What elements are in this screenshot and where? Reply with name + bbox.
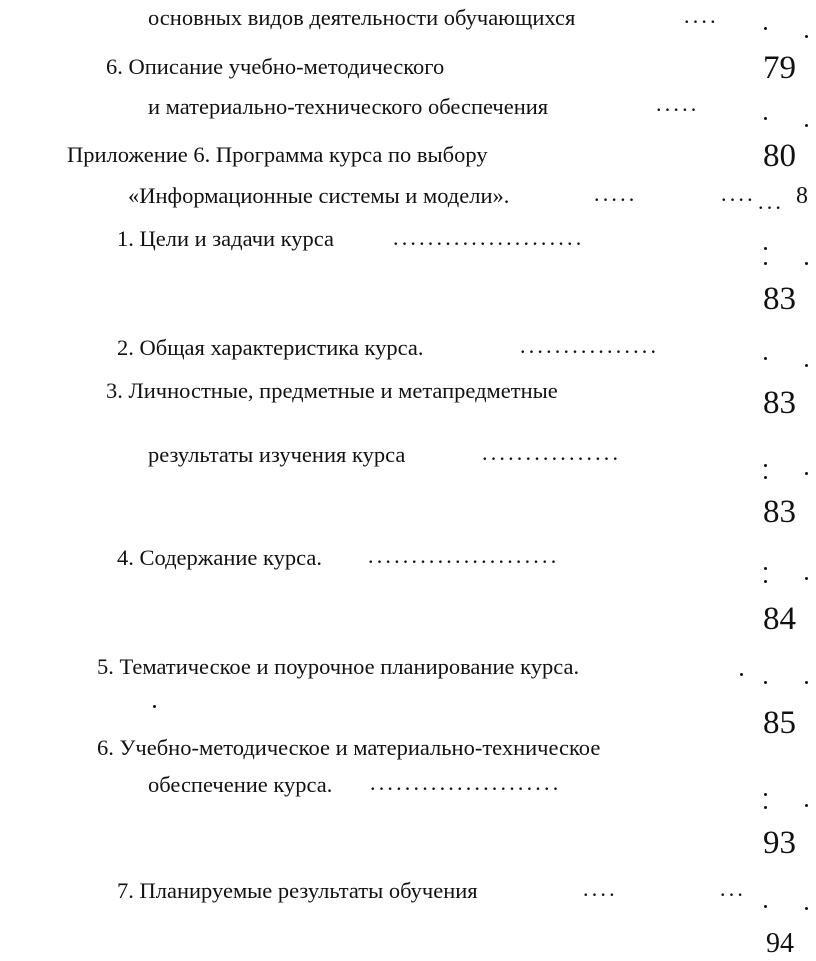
page-number: 80 bbox=[763, 138, 796, 174]
toc-entry-text: и материально-технического обеспечения bbox=[148, 94, 549, 119]
toc-entry-text: 6. Описание учебно-методического bbox=[106, 54, 445, 79]
dot-leader bbox=[740, 673, 743, 676]
toc-entry-text: 4. Содержание курса. bbox=[117, 545, 323, 570]
page-number: 83 bbox=[763, 281, 796, 317]
dot-leader: .... bbox=[721, 181, 756, 206]
toc-entry-text: 2. Общая характеристика курса. bbox=[117, 335, 424, 360]
toc-entry-text: «Информационные системы и модели». bbox=[128, 183, 510, 208]
page-number: 93 bbox=[763, 825, 796, 861]
dot-leader: ...................... bbox=[393, 225, 585, 250]
dot-leader bbox=[805, 681, 808, 684]
dot-leader bbox=[805, 124, 808, 127]
page-number: 83 bbox=[763, 385, 796, 421]
dot-leader bbox=[153, 705, 156, 708]
page-number: 94 bbox=[766, 928, 794, 959]
toc-entry-text: Приложение 6. Программа курса по выбору bbox=[67, 142, 488, 167]
page-number: 84 bbox=[763, 601, 796, 637]
dot-leader bbox=[764, 357, 767, 360]
dot-leader: ..... bbox=[656, 91, 700, 116]
toc-entry-text: 7. Планируемые результаты обучения bbox=[117, 878, 478, 903]
dot-leader bbox=[805, 907, 808, 910]
toc-entry-text: 3. Личностные, предметные и метапредметные bbox=[106, 378, 558, 403]
dot-leader: ...................... bbox=[370, 770, 562, 795]
dot-leader bbox=[764, 464, 767, 467]
page-number: 79 bbox=[763, 50, 796, 86]
dot-leader bbox=[764, 262, 767, 265]
page-number: 8 bbox=[796, 183, 808, 209]
toc-entry-text: результаты изучения курса bbox=[148, 442, 406, 467]
dot-leader bbox=[805, 262, 808, 265]
dot-leader bbox=[764, 580, 767, 583]
toc-entry-text: 1. Цели и задачи курса bbox=[117, 226, 335, 251]
dot-leader bbox=[764, 27, 767, 30]
dot-leader: .... bbox=[684, 3, 719, 28]
dot-leader: ................ bbox=[482, 440, 622, 465]
dot-leader bbox=[764, 476, 767, 479]
dot-leader: ................ bbox=[520, 333, 660, 358]
dot-leader bbox=[764, 681, 767, 684]
dot-leader: ..... bbox=[594, 181, 638, 206]
dot-leader bbox=[805, 577, 808, 580]
toc-entry-text: основных видов деятельности обучающихся bbox=[148, 5, 576, 30]
dot-leader: ... bbox=[720, 876, 747, 901]
dot-leader bbox=[764, 117, 767, 120]
toc-entry-text: 5. Тематическое и поурочное планирование курса. bbox=[97, 654, 580, 679]
dot-leader bbox=[764, 247, 767, 250]
dot-leader bbox=[764, 567, 767, 570]
dot-leader bbox=[764, 905, 767, 908]
page-number: 85 bbox=[763, 705, 796, 741]
toc-entry-text: обеспечение курса. bbox=[148, 772, 333, 797]
toc-entry-text: 6. Учебно-методическое и материально-техническое bbox=[97, 735, 601, 760]
dot-leader: ... bbox=[758, 189, 785, 214]
dot-leader bbox=[805, 364, 808, 367]
dot-leader bbox=[764, 793, 767, 796]
page-number: 83 bbox=[763, 494, 796, 530]
dot-leader bbox=[805, 472, 808, 475]
dot-leader: .... bbox=[583, 876, 618, 901]
dot-leader: ...................... bbox=[368, 543, 560, 568]
dot-leader bbox=[805, 804, 808, 807]
dot-leader bbox=[805, 35, 808, 38]
dot-leader bbox=[764, 806, 767, 809]
